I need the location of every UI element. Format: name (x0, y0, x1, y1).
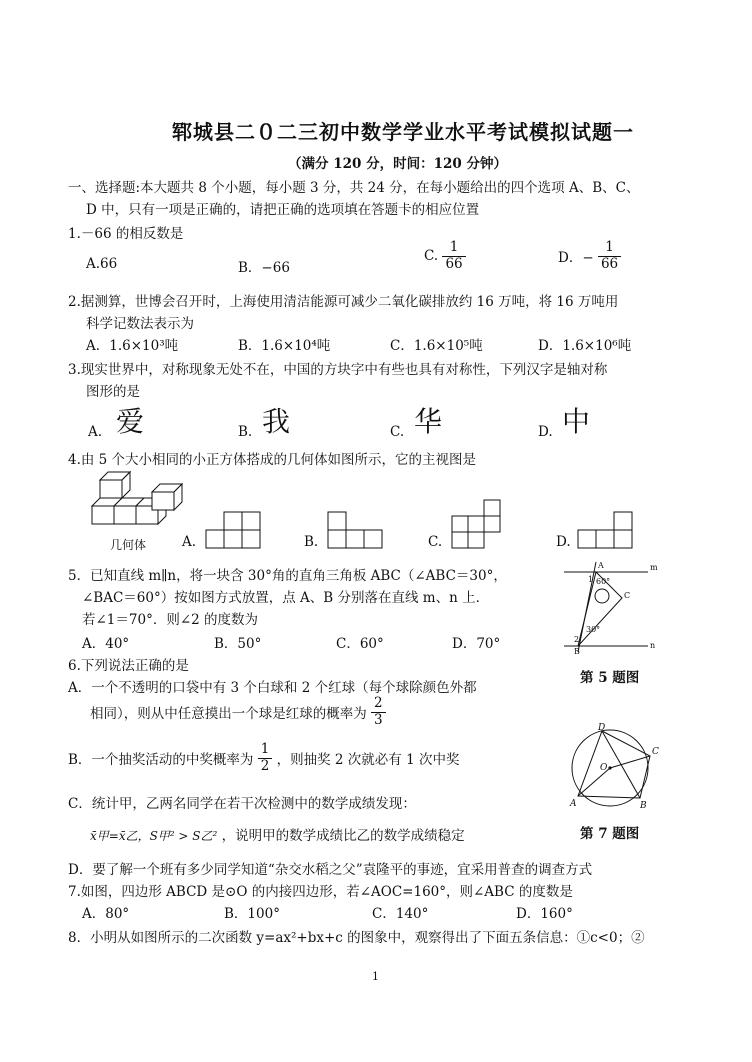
question-3-option-a-char: 爱 (116, 405, 145, 438)
question-6-option-b: B．一个抽奖活动的中奖概率为 $\frac{1}{2}$ ，则抽奖 2 次就必有 1 次中奖 (68, 741, 460, 774)
question-4-option-a-view (206, 510, 278, 550)
question-1-option-a: A.66 (86, 256, 118, 272)
question-1-stem: 1.－66 的相反数是 (68, 226, 184, 242)
question-2-option-a: A．1.6×10³吨 (86, 338, 179, 354)
q5-label-b: B (574, 647, 580, 656)
question-7-option-c: C．140° (372, 906, 429, 922)
page-title: 郓城县二０二三初中数学学业水平考试模拟试题一 (172, 120, 634, 144)
question-3-option-a-label: A. (88, 424, 103, 440)
section-instructions-line1: 一、选择题:本大题共 8 个小题，每小题 3 分，共 24 分，在每小题给出的四个选项 A、B、C、 (68, 180, 640, 196)
question-7-option-d: D．160° (516, 906, 573, 922)
question-7-stem: 7.如图，四边形 ABCD 是⊙O 的内接四边形，若∠AOC=160°，则∠ABC 的度数是 (68, 884, 573, 900)
page-number: 1 (372, 970, 379, 983)
q7-label-d: D (598, 723, 606, 733)
question-6-option-c-line2: x̄甲=x̄乙，S甲² > S乙² ，说明甲的数学成绩比乙的数学成绩稳定 (90, 828, 465, 844)
question-5-option-d: D．70° (452, 636, 501, 652)
question-3-option-c-label: C. (390, 424, 405, 440)
question-4-figure-label: 几何体 (110, 538, 147, 552)
question-1-option-d: D．− $\frac{1}{66}$ (558, 240, 621, 272)
fraction: $\frac{1}{2}$ (258, 742, 273, 774)
question-6-option-d: D．要了解一个班有多少同学知道“杂交水稻之父”袁隆平的事迹，宜采用普查的调查方式 (68, 862, 593, 878)
q7-label-b: B (640, 801, 647, 811)
question-1-option-c: C. $\frac{1}{66}$ (424, 240, 466, 272)
question-5-stem-line3: 若∠1＝70°．则∠2 的度数为 (82, 612, 259, 628)
question-2-option-b: B．1.6×10⁴吨 (238, 338, 331, 354)
question-7-option-a: A．80° (82, 906, 130, 922)
q7-label-o: O (600, 763, 608, 773)
question-6-option-a-line2: 相同），则从中任意摸出一个球是红球的概率为 $\frac{2}{3}$ (90, 696, 386, 728)
question-4-option-c-label: C. (428, 534, 443, 550)
question-5-figure (560, 558, 660, 656)
q5-label-2: 2 (574, 635, 580, 644)
question-8-stem: 8．小明从如图所示的二次函数 y=ax²+bx+c 的图象中，观察得出了下面五条信息：①c<0；② (68, 930, 645, 946)
fraction: $\frac{1}{66}$ (442, 240, 465, 272)
question-3-stem-line2: 图形的是 (86, 384, 140, 400)
q5-label-m: m (650, 563, 658, 572)
question-5-stem-line1: 5．已知直线 m∥n，将一块含 30°角的直角三角板 ABC（∠ABC＝30°， (68, 568, 507, 584)
question-3-option-b-label: B. (238, 424, 253, 440)
question-6-stem: 6.下列说法正确的是 (68, 658, 189, 674)
q5-label-c: C (624, 591, 631, 600)
question-3-option-d-label: D. (538, 424, 553, 440)
question-4-option-b-label: B. (304, 534, 319, 550)
question-4-stem: 4.由 5 个大小相同的小正方体搭成的几何体如图所示，它的主视图是 (68, 452, 477, 468)
question-4-option-d-view (578, 510, 638, 550)
q7-label-a: A (570, 799, 577, 809)
question-4-solid-figure (86, 472, 196, 534)
question-2-option-c: C．1.6×10⁵吨 (390, 338, 483, 354)
q5-label-60: 60° (596, 577, 611, 586)
question-3-option-b-char: 我 (262, 405, 291, 438)
question-2-option-d: D．1.6×10⁶吨 (538, 338, 632, 354)
question-5-figure-caption: 第 5 题图 (580, 670, 640, 686)
question-3-option-c-char: 华 (414, 405, 443, 438)
question-3-stem-line1: 3.现实世界中，对称现象无处不在，中国的方块字中有些也具有对称性，下列汉字是轴对称 (68, 362, 608, 378)
question-5-option-a: A．40° (82, 636, 130, 652)
question-4-option-a-label: A. (182, 534, 197, 550)
question-1-option-b: B．−66 (238, 260, 290, 276)
question-6-option-c-line1: C．统计甲，乙两名同学在若干次检测中的数学成绩发现： (68, 796, 416, 812)
question-6-option-a-line1: A．一个不透明的口袋中有 3 个白球和 2 个红球（每个球除颜色外都 (68, 680, 477, 696)
q5-label-n: n (650, 641, 656, 650)
q5-label-1: 1 (588, 575, 594, 584)
page-subtitle: （满分 120 分，时间：120 分钟） (288, 156, 507, 172)
question-7-figure (560, 723, 660, 816)
question-4-option-c-view (452, 496, 512, 552)
question-2-stem-line2: 科学记数法表示为 (86, 316, 194, 332)
question-7-option-b: B．100° (224, 906, 280, 922)
question-5-option-b: B．50° (214, 636, 262, 652)
q7-label-c: C (652, 747, 659, 757)
fraction: $\frac{1}{66}$ (598, 240, 621, 272)
question-7-figure-caption: 第 7 题图 (580, 826, 640, 842)
q5-label-30: 30° (586, 625, 601, 634)
question-3-option-d-char: 中 (562, 405, 591, 438)
question-4-option-b-view (328, 510, 400, 550)
fraction: $\frac{2}{3}$ (371, 696, 386, 728)
question-5-stem-line2: ∠BAC＝60°）按如图方式放置，点 A、B 分别落在直线 m、n 上． (82, 590, 490, 606)
question-2-stem-line1: 2.据测算，世博会召开时，上海使用清洁能源可减少二氧化碳排放约 16 万吨，将 16 万吨用 (68, 294, 619, 310)
q5-label-a: A (598, 561, 604, 570)
question-5-option-c: C．60° (336, 636, 384, 652)
section-instructions-line2: D 中，只有一项是正确的，请把正确的选项填在答题卡的相应位置 (86, 202, 480, 218)
question-4-option-d-label: D. (556, 534, 571, 550)
